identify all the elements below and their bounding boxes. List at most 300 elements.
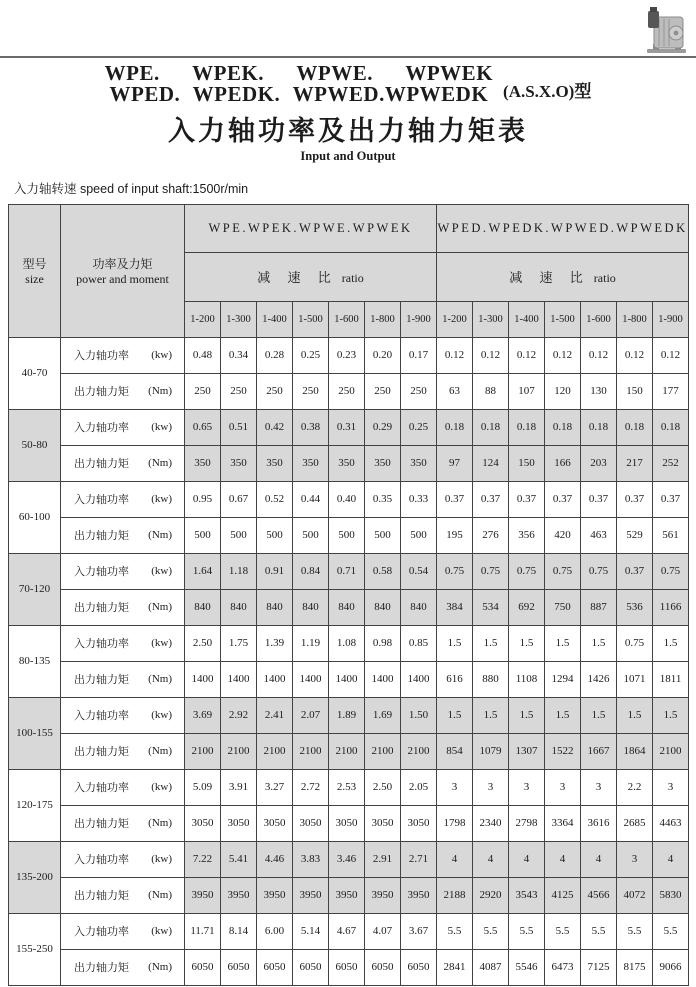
value-cell: 252	[653, 445, 689, 481]
value-cell: 0.20	[365, 337, 401, 373]
row-label-text: 出力轴力矩	[74, 602, 129, 615]
row-label-unit: (kw)	[151, 781, 172, 794]
value-cell: 3	[617, 841, 653, 877]
value-cell: 2.50	[365, 769, 401, 805]
row-label-unit: (kw)	[151, 925, 172, 938]
value-cell: 0.31	[329, 409, 365, 445]
power-moment-header-cn: 功率及力矩	[92, 256, 153, 271]
table-row	[9, 409, 689, 445]
size-column-header-cn: 型号	[22, 256, 47, 271]
table-row	[9, 625, 689, 661]
value-cell: 3	[581, 769, 617, 805]
page-subtitle: Input and Output	[300, 148, 396, 163]
value-cell: 0.12	[545, 337, 581, 373]
value-cell: 3950	[257, 877, 293, 913]
row-label-text: 出力轴力矩	[74, 530, 129, 543]
value-cell: 120	[545, 373, 581, 409]
value-cell: 3	[473, 769, 509, 805]
value-cell: 4	[545, 841, 581, 877]
value-cell: 3	[545, 769, 581, 805]
value-cell: 166	[545, 445, 581, 481]
value-cell: 4463	[653, 805, 689, 841]
value-cell: 0.18	[581, 409, 617, 445]
value-cell: 350	[365, 445, 401, 481]
value-cell: 2.92	[221, 697, 257, 733]
value-cell: 2100	[365, 733, 401, 769]
value-cell: 1.69	[365, 697, 401, 733]
value-cell: 0.85	[401, 625, 437, 661]
value-cell: 0.75	[653, 553, 689, 589]
ratio-subheader: 1-900	[401, 301, 437, 337]
value-cell: 4	[437, 841, 473, 877]
value-cell: 0.35	[365, 481, 401, 517]
value-cell: 5.5	[617, 913, 653, 949]
value-cell: 0.12	[509, 337, 545, 373]
value-cell: 4	[473, 841, 509, 877]
value-cell: 217	[617, 445, 653, 481]
value-cell: 250	[293, 373, 329, 409]
row-label-output-torque	[61, 805, 185, 841]
type-suffix-label: (A.S.X.O)型	[503, 81, 592, 101]
value-cell: 4.07	[365, 913, 401, 949]
group-header-wpe: WPE.WPEK.WPWE.WPWEK	[185, 204, 437, 252]
row-label-unit: (Nm)	[148, 961, 172, 974]
ratio-subheader: 1-400	[257, 301, 293, 337]
ratio-subheader: 1-200	[185, 301, 221, 337]
row-label-text: 入力轴功率	[74, 782, 129, 795]
value-cell: 350	[401, 445, 437, 481]
row-label-unit: (kw)	[151, 709, 172, 722]
value-cell: 384	[437, 589, 473, 625]
value-cell: 2.05	[401, 769, 437, 805]
row-label-input-power	[61, 409, 185, 445]
row-label-text: 出力轴力矩	[74, 818, 129, 831]
row-label-output-torque	[61, 517, 185, 553]
value-cell: 0.51	[221, 409, 257, 445]
value-cell: 840	[221, 589, 257, 625]
value-cell: 1400	[365, 661, 401, 697]
value-cell: 1.5	[509, 697, 545, 733]
value-cell: 3.67	[401, 913, 437, 949]
value-cell: 350	[257, 445, 293, 481]
value-cell: 0.75	[617, 625, 653, 661]
ratio-header-cn: 减 速 比	[509, 269, 590, 285]
value-cell: 616	[437, 661, 473, 697]
row-label-unit: (kw)	[151, 565, 172, 578]
row-label-text: 入力轴功率	[74, 926, 129, 939]
value-cell: 7125	[581, 949, 617, 985]
table-row	[9, 589, 689, 625]
table-row	[9, 373, 689, 409]
ratio-subheader: 1-800	[365, 301, 401, 337]
value-cell: 4	[509, 841, 545, 877]
value-cell: 0.75	[437, 553, 473, 589]
value-cell: 2100	[293, 733, 329, 769]
value-cell: 0.65	[185, 409, 221, 445]
model-series-line2: WPED. WPEDK. WPWED.WPWEDK	[109, 82, 489, 107]
value-cell: 3364	[545, 805, 581, 841]
value-cell: 1798	[437, 805, 473, 841]
value-cell: 4.46	[257, 841, 293, 877]
value-cell: 1400	[257, 661, 293, 697]
value-cell: 1307	[509, 733, 545, 769]
table-row	[9, 841, 689, 877]
power-and-torque-table	[8, 204, 689, 986]
value-cell: 0.71	[329, 553, 365, 589]
value-cell: 0.37	[617, 553, 653, 589]
value-cell: 1.64	[185, 553, 221, 589]
value-cell: 1071	[617, 661, 653, 697]
value-cell: 1.5	[581, 625, 617, 661]
value-cell: 2.72	[293, 769, 329, 805]
value-cell: 356	[509, 517, 545, 553]
value-cell: 250	[185, 373, 221, 409]
value-cell: 63	[437, 373, 473, 409]
model-series-list	[105, 63, 493, 106]
value-cell: 6050	[185, 949, 221, 985]
row-label-input-power	[61, 553, 185, 589]
value-cell: 0.18	[545, 409, 581, 445]
value-cell: 2188	[437, 877, 473, 913]
value-cell: 0.18	[437, 409, 473, 445]
row-label-unit: (kw)	[151, 421, 172, 434]
value-cell: 2100	[257, 733, 293, 769]
value-cell: 3543	[509, 877, 545, 913]
worm-gear-reducer-photo-icon	[642, 4, 690, 61]
row-label-text: 入力轴功率	[74, 350, 129, 363]
ratio-subheader: 1-900	[653, 301, 689, 337]
value-cell: 0.25	[401, 409, 437, 445]
value-cell: 0.23	[329, 337, 365, 373]
value-cell: 203	[581, 445, 617, 481]
row-label-input-power	[61, 625, 185, 661]
value-cell: 3	[437, 769, 473, 805]
value-cell: 195	[437, 517, 473, 553]
value-cell: 250	[257, 373, 293, 409]
value-cell: 3050	[401, 805, 437, 841]
value-cell: 0.44	[293, 481, 329, 517]
value-cell: 529	[617, 517, 653, 553]
table-row	[9, 697, 689, 733]
value-cell: 0.75	[473, 553, 509, 589]
value-cell: 0.12	[437, 337, 473, 373]
value-cell: 1079	[473, 733, 509, 769]
row-label-unit: (kw)	[151, 349, 172, 362]
value-cell: 0.37	[473, 481, 509, 517]
value-cell: 5.5	[437, 913, 473, 949]
size-cell: 155-250	[9, 913, 61, 985]
value-cell: 0.37	[509, 481, 545, 517]
value-cell: 1.5	[473, 697, 509, 733]
value-cell: 1.5	[437, 625, 473, 661]
value-cell: 350	[185, 445, 221, 481]
value-cell: 0.12	[473, 337, 509, 373]
value-cell: 1.5	[509, 625, 545, 661]
value-cell: 2100	[329, 733, 365, 769]
value-cell: 2.2	[617, 769, 653, 805]
page-title: 入力轴功率及出力轴力矩表	[168, 115, 528, 146]
value-cell: 0.33	[401, 481, 437, 517]
value-cell: 1108	[509, 661, 545, 697]
size-cell: 40-70	[9, 337, 61, 409]
value-cell: 0.52	[257, 481, 293, 517]
value-cell: 1.75	[221, 625, 257, 661]
group-header-wped: WPED.WPEDK.WPWED.WPWEDK	[437, 204, 689, 252]
ratio-header-cn: 减 速 比	[257, 269, 338, 285]
value-cell: 0.75	[509, 553, 545, 589]
row-label-input-power	[61, 841, 185, 877]
row-label-input-power	[61, 913, 185, 949]
size-cell: 80-135	[9, 625, 61, 697]
page-top-margin	[0, 0, 696, 56]
row-label-unit: (Nm)	[148, 673, 172, 686]
row-label-text: 入力轴功率	[74, 494, 129, 507]
value-cell: 0.18	[509, 409, 545, 445]
size-column-header-en: size	[25, 271, 44, 286]
row-label-unit: (Nm)	[148, 385, 172, 398]
value-cell: 3	[653, 769, 689, 805]
value-cell: 4566	[581, 877, 617, 913]
value-cell: 4.67	[329, 913, 365, 949]
value-cell: 3.27	[257, 769, 293, 805]
value-cell: 250	[365, 373, 401, 409]
size-cell: 120-175	[9, 769, 61, 841]
value-cell: 1667	[581, 733, 617, 769]
value-cell: 463	[581, 517, 617, 553]
row-label-output-torque	[61, 733, 185, 769]
value-cell: 177	[653, 373, 689, 409]
value-cell: 0.54	[401, 553, 437, 589]
value-cell: 2.91	[365, 841, 401, 877]
row-label-text: 入力轴功率	[74, 854, 129, 867]
value-cell: 0.37	[437, 481, 473, 517]
value-cell: 3.91	[221, 769, 257, 805]
value-cell: 1166	[653, 589, 689, 625]
value-cell: 0.37	[545, 481, 581, 517]
value-cell: 2100	[401, 733, 437, 769]
value-cell: 0.38	[293, 409, 329, 445]
row-label-text: 入力轴功率	[74, 710, 129, 723]
value-cell: 2920	[473, 877, 509, 913]
table-row	[9, 445, 689, 481]
value-cell: 0.37	[653, 481, 689, 517]
value-cell: 3.46	[329, 841, 365, 877]
value-cell: 3050	[257, 805, 293, 841]
value-cell: 1.5	[437, 697, 473, 733]
value-cell: 880	[473, 661, 509, 697]
value-cell: 750	[545, 589, 581, 625]
value-cell: 2841	[437, 949, 473, 985]
value-cell: 0.17	[401, 337, 437, 373]
value-cell: 2100	[653, 733, 689, 769]
value-cell: 3	[509, 769, 545, 805]
value-cell: 7.22	[185, 841, 221, 877]
row-label-output-torque	[61, 373, 185, 409]
row-label-output-torque	[61, 661, 185, 697]
value-cell: 1426	[581, 661, 617, 697]
value-cell: 0.42	[257, 409, 293, 445]
value-cell: 1864	[617, 733, 653, 769]
value-cell: 3050	[221, 805, 257, 841]
value-cell: 0.40	[329, 481, 365, 517]
value-cell: 350	[221, 445, 257, 481]
value-cell: 0.84	[293, 553, 329, 589]
value-cell: 5.5	[509, 913, 545, 949]
table-row	[9, 913, 689, 949]
value-cell: 561	[653, 517, 689, 553]
value-cell: 5.41	[221, 841, 257, 877]
size-cell: 100-155	[9, 697, 61, 769]
value-cell: 840	[365, 589, 401, 625]
value-cell: 3950	[329, 877, 365, 913]
value-cell: 1400	[401, 661, 437, 697]
value-cell: 0.28	[257, 337, 293, 373]
page-heading	[0, 58, 696, 164]
value-cell: 3616	[581, 805, 617, 841]
table-row	[9, 733, 689, 769]
table-row	[9, 877, 689, 913]
ratio-subheader: 1-600	[329, 301, 365, 337]
table-row	[9, 805, 689, 841]
value-cell: 6050	[221, 949, 257, 985]
value-cell: 0.98	[365, 625, 401, 661]
value-cell: 0.37	[617, 481, 653, 517]
row-label-unit: (kw)	[151, 853, 172, 866]
row-label-unit: (Nm)	[148, 745, 172, 758]
row-label-unit: (kw)	[151, 493, 172, 506]
value-cell: 5.5	[473, 913, 509, 949]
ratio-header-wped	[437, 252, 689, 301]
table-row	[9, 949, 689, 985]
value-cell: 0.18	[653, 409, 689, 445]
value-cell: 1.50	[401, 697, 437, 733]
size-cell: 60-100	[9, 481, 61, 553]
value-cell: 9066	[653, 949, 689, 985]
row-label-input-power	[61, 481, 185, 517]
value-cell: 1.5	[545, 697, 581, 733]
table-row	[9, 553, 689, 589]
value-cell: 2340	[473, 805, 509, 841]
value-cell: 1.39	[257, 625, 293, 661]
value-cell: 1.5	[581, 697, 617, 733]
value-cell: 6050	[401, 949, 437, 985]
row-label-unit: (Nm)	[148, 817, 172, 830]
value-cell: 1.5	[653, 697, 689, 733]
table-row	[9, 337, 689, 373]
value-cell: 4072	[617, 877, 653, 913]
row-label-text: 入力轴功率	[74, 422, 129, 435]
value-cell: 0.25	[293, 337, 329, 373]
value-cell: 2.53	[329, 769, 365, 805]
ratio-subheader: 1-300	[221, 301, 257, 337]
row-label-text: 出力轴力矩	[74, 890, 129, 903]
value-cell: 0.75	[581, 553, 617, 589]
value-cell: 854	[437, 733, 473, 769]
value-cell: 124	[473, 445, 509, 481]
row-label-input-power	[61, 769, 185, 805]
power-moment-header-en: power and moment	[76, 271, 169, 286]
size-cell: 135-200	[9, 841, 61, 913]
value-cell: 5.5	[545, 913, 581, 949]
value-cell: 3.83	[293, 841, 329, 877]
value-cell: 1.08	[329, 625, 365, 661]
row-label-text: 出力轴力矩	[74, 458, 129, 471]
value-cell: 250	[329, 373, 365, 409]
row-label-text: 出力轴力矩	[74, 674, 129, 687]
value-cell: 1.5	[545, 625, 581, 661]
value-cell: 887	[581, 589, 617, 625]
value-cell: 0.34	[221, 337, 257, 373]
value-cell: 350	[329, 445, 365, 481]
value-cell: 3950	[293, 877, 329, 913]
row-label-output-torque	[61, 589, 185, 625]
value-cell: 5830	[653, 877, 689, 913]
ratio-subheader: 1-600	[581, 301, 617, 337]
table-row	[9, 481, 689, 517]
value-cell: 534	[473, 589, 509, 625]
value-cell: 2100	[221, 733, 257, 769]
value-cell: 1.5	[473, 625, 509, 661]
value-cell: 0.29	[365, 409, 401, 445]
value-cell: 500	[365, 517, 401, 553]
value-cell: 2.41	[257, 697, 293, 733]
value-cell: 5.09	[185, 769, 221, 805]
value-cell: 536	[617, 589, 653, 625]
value-cell: 4	[581, 841, 617, 877]
value-cell: 2100	[185, 733, 221, 769]
value-cell: 3950	[401, 877, 437, 913]
value-cell: 3.69	[185, 697, 221, 733]
ratio-subheader: 1-500	[545, 301, 581, 337]
ratio-subheader: 1-800	[617, 301, 653, 337]
value-cell: 1.5	[653, 625, 689, 661]
value-cell: 3950	[221, 877, 257, 913]
value-cell: 2798	[509, 805, 545, 841]
row-label-unit: (Nm)	[148, 889, 172, 902]
value-cell: 3950	[185, 877, 221, 913]
ratio-subheader: 1-400	[509, 301, 545, 337]
value-cell: 1811	[653, 661, 689, 697]
value-cell: 4087	[473, 949, 509, 985]
value-cell: 1522	[545, 733, 581, 769]
value-cell: 150	[509, 445, 545, 481]
value-cell: 0.12	[653, 337, 689, 373]
value-cell: 0.95	[185, 481, 221, 517]
row-label-text: 出力轴力矩	[74, 962, 129, 975]
value-cell: 8.14	[221, 913, 257, 949]
value-cell: 500	[221, 517, 257, 553]
row-label-text: 出力轴力矩	[74, 746, 129, 759]
row-label-unit: (kw)	[151, 637, 172, 650]
value-cell: 2.71	[401, 841, 437, 877]
value-cell: 500	[257, 517, 293, 553]
value-cell: 0.12	[581, 337, 617, 373]
row-label-input-power	[61, 337, 185, 373]
value-cell: 6050	[329, 949, 365, 985]
value-cell: 4	[653, 841, 689, 877]
value-cell: 692	[509, 589, 545, 625]
value-cell: 4125	[545, 877, 581, 913]
value-cell: 1400	[221, 661, 257, 697]
row-label-unit: (Nm)	[148, 529, 172, 542]
value-cell: 130	[581, 373, 617, 409]
ratio-header-en: ratio	[341, 270, 364, 285]
row-label-output-torque	[61, 877, 185, 913]
value-cell: 3050	[185, 805, 221, 841]
value-cell: 2.07	[293, 697, 329, 733]
value-cell: 5.5	[581, 913, 617, 949]
value-cell: 1294	[545, 661, 581, 697]
